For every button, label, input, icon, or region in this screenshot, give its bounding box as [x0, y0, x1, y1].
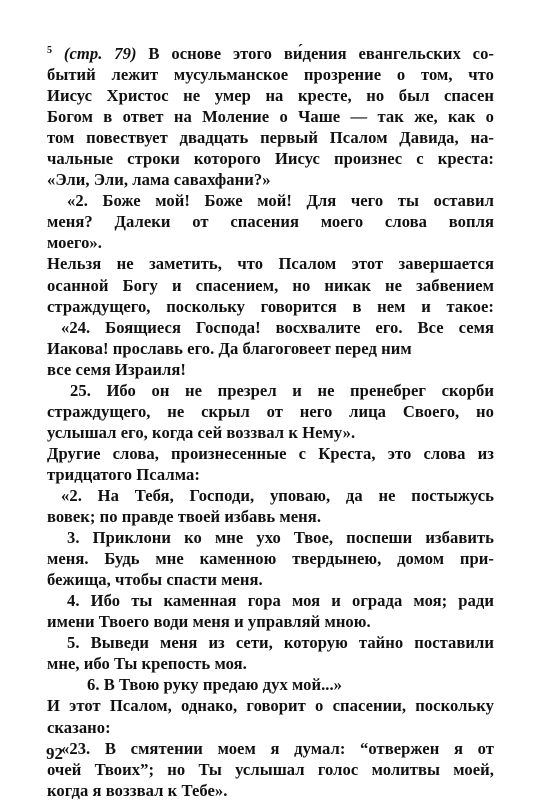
quote-line: бежища, чтобы спасти меня. [47, 570, 263, 590]
quote-line: 5. Выведи меня из сети, которую тайно поставили [67, 633, 494, 653]
text-line: Нельзя не заметить, что Псалом этот завершается [47, 254, 494, 274]
quote-line: «2. На Тебя, Господи, уповаю, да не постыжусь [61, 485, 494, 505]
page-number: 92 [46, 744, 63, 763]
footnote-number: 5 [47, 45, 53, 56]
text-line: том повествует двадцать первый Псалом Давида, на- [47, 128, 494, 148]
quote-line: мне, ибо Ты крепость моя. [47, 654, 247, 674]
text-line: «Эли, Эли, лама савахфани?» [47, 170, 271, 190]
text-line: $^5$ (стр. 79) В основе этого ви́дения евангельских со- [47, 44, 494, 63]
text-line: Иисус Христос не умер на кресте, но был спасен [47, 86, 494, 106]
quote-line: Иакова! прославь его. Да благоговеет перед ним [47, 338, 412, 358]
text-line: сказано: [47, 717, 111, 737]
text-line: Богом в ответ на Моление о Чаше — так же, как о [47, 107, 494, 127]
quote-line: 6. В Твою руку предаю дух мой...» [87, 675, 343, 695]
quote-line: услышал его, когда сей воззвал к Нему». [47, 422, 356, 442]
quote-line: меня. Будь мне каменною твердынею, домом при- [47, 549, 494, 569]
page-reference: (стр. 79) [63, 44, 137, 63]
footnote-text [47, 43, 494, 801]
text-line: осанной Богу и спасением, но никак не забвением [47, 275, 494, 295]
quote-line: все семя Израиля! [47, 359, 186, 379]
quote-line: «24. Боящиеся Господа! восхвалите его. Все семя [61, 317, 494, 337]
quote-line: 25. Ибо он не презрел и не пренебрег скорби [70, 380, 494, 400]
quote-line: страждущего, не скрыл от него лица Своего, но [47, 401, 494, 421]
quote-line: моего». [47, 233, 102, 253]
text-line: тридцатого Псалма: [47, 464, 200, 484]
quote-line: 3. Приклони ко мне ухо Твое, поспеши избавить [67, 528, 494, 548]
text-line: Другие слова, произнесенные с Креста, это слова из [47, 443, 494, 463]
quote-line: имени Твоего води меня и управляй мною. [47, 612, 371, 632]
quote-line: «23. В смятении моем я думал: “отвержен я от [61, 738, 494, 758]
quote-line: очей Твоих”; но Ты услышал голос молитвы моей, [47, 759, 494, 779]
text-line: И этот Псалом, однако, говорит о спасении, поскольку [47, 696, 494, 716]
quote-line: 4. Ибо ты каменная гора моя и ограда моя; ради [67, 591, 494, 611]
quote-line: когда я воззвал к Тебе». [47, 780, 228, 800]
quote-line: вовек; по правде твоей избавь меня. [47, 507, 322, 527]
text-line: страждущего, поскольку говорится в нем и такое: [47, 296, 494, 316]
quote-line: меня? Далеки от спасения моего слова вопля [47, 212, 494, 232]
text-line: бытий лежит мусульманское прозрение о том, что [47, 65, 494, 85]
quote-line: «2. Боже мой! Боже мой! Для чего ты оставил [67, 191, 494, 211]
text-line: чальные строки которого Иисус произнес с креста: [47, 149, 494, 169]
